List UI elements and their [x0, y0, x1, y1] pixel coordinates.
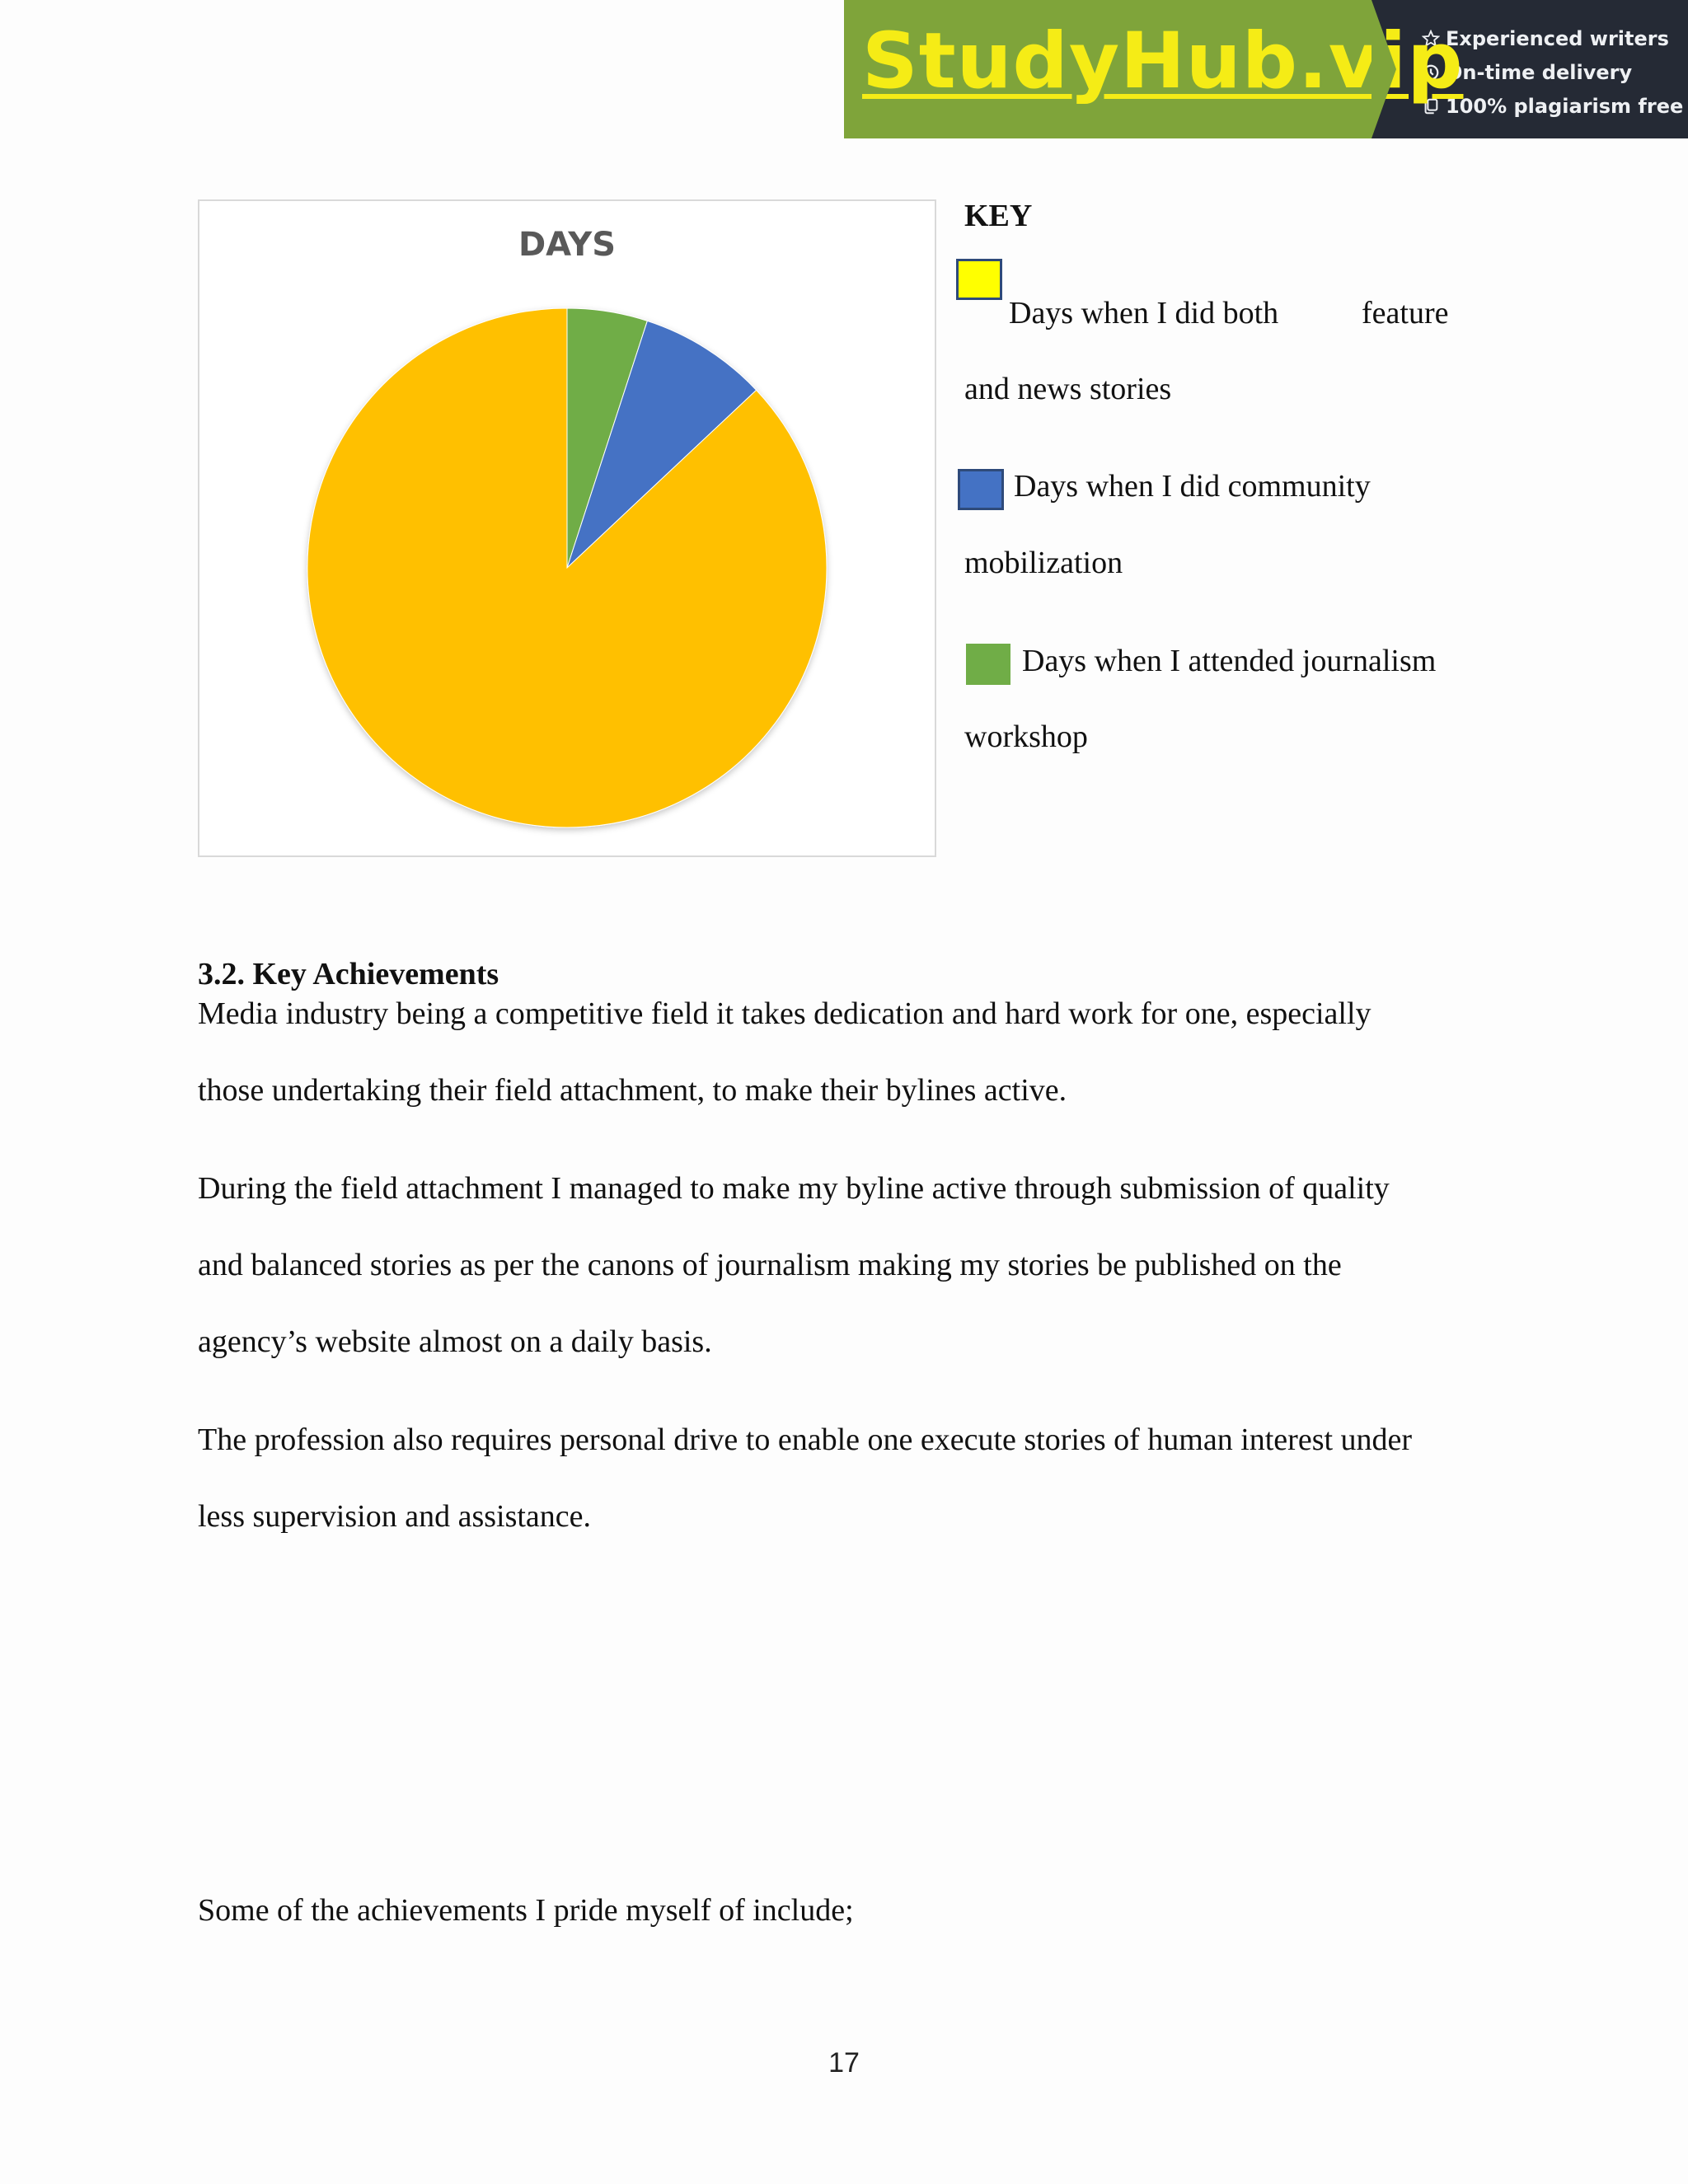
- paragraph-line: agency’s website almost on a daily basis.: [198, 1324, 712, 1359]
- feature-text: On-time delivery: [1446, 60, 1633, 84]
- pie-chart: [199, 201, 935, 855]
- paragraph-line: The profession also requires personal drive to enable one execute stories of human interest under: [198, 1422, 1413, 1457]
- paragraph-line: and balanced stories as per the canons of journalism making my stories be published on the: [198, 1248, 1342, 1282]
- legend-label: Days when I did both: [1009, 296, 1279, 330]
- feature-text: 100% plagiarism free: [1446, 94, 1684, 118]
- page-number: 17: [828, 2047, 860, 2079]
- banner-brand-area: [844, 0, 1464, 138]
- legend-label: Days when I did community: [1014, 469, 1371, 504]
- paragraph-line: those undertaking their field attachment, to make their bylines active.: [198, 1073, 1067, 1108]
- legend-swatch-blue: [958, 469, 1004, 510]
- pie-chart-frame: [198, 199, 936, 857]
- paragraph-line: During the field attachment I managed to make my byline active through submission of quality: [198, 1171, 1390, 1206]
- section-heading: 3.2. Key Achievements: [198, 957, 499, 991]
- legend-label: feature: [1362, 296, 1449, 330]
- banner-notch: [1372, 0, 1396, 138]
- legend-swatch-green: [966, 644, 1010, 685]
- key-title: KEY: [964, 199, 1033, 233]
- feature-text: Experienced writers: [1446, 26, 1669, 50]
- studyhub-banner[interactable]: [844, 0, 1688, 138]
- chart-title: DAYS: [518, 226, 617, 264]
- paragraph-line: Media industry being a competitive field it takes dedication and hard work for one, especially: [198, 996, 1372, 1031]
- legend-label: mobilization: [964, 546, 1123, 580]
- legend-label: and news stories: [964, 372, 1172, 406]
- paragraph-line: Some of the achievements I pride myself of include;: [198, 1893, 854, 1928]
- legend-label: workshop: [964, 719, 1088, 754]
- paragraph-line: less supervision and assistance.: [198, 1499, 592, 1534]
- legend-label: Days when I attended journalism: [1022, 644, 1437, 678]
- legend-swatch-yellow: [956, 259, 1002, 300]
- brand-logo-text: StudyHub.vip: [862, 16, 1464, 106]
